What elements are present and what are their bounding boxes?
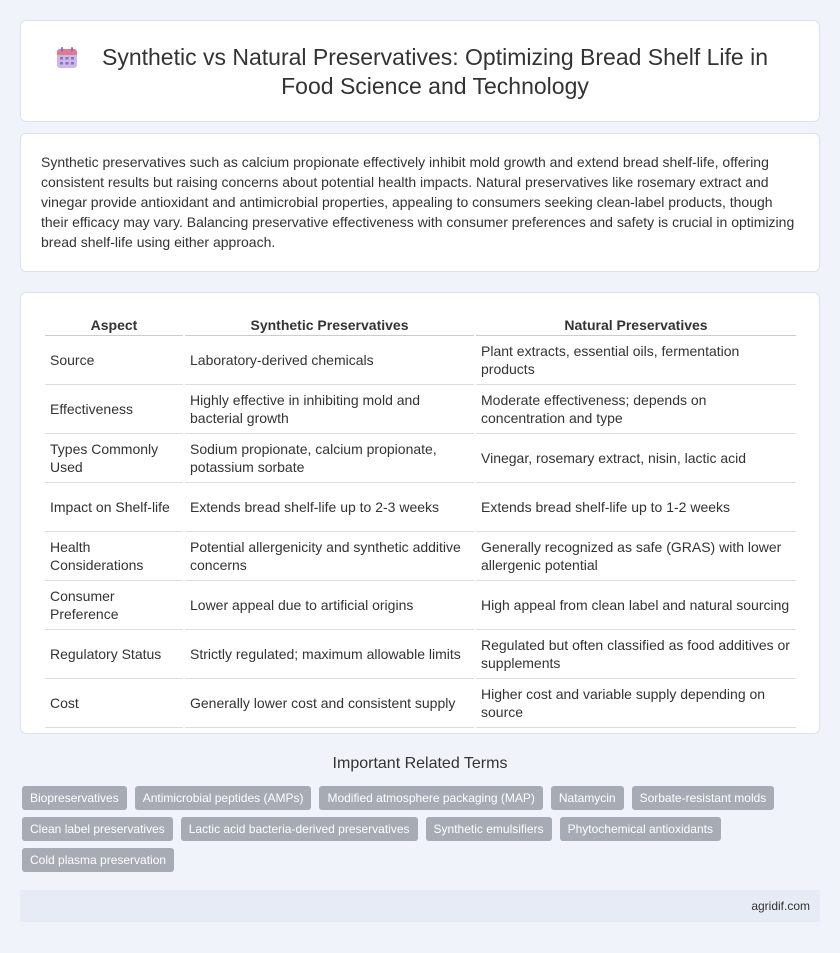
related-term-tag[interactable]: Cold plasma preservation xyxy=(22,848,174,872)
cell-aspect: Cost xyxy=(45,679,183,728)
related-term-tag[interactable]: Synthetic emulsifiers xyxy=(426,817,552,841)
related-term-tag[interactable]: Phytochemical antioxidants xyxy=(560,817,721,841)
table-row xyxy=(45,434,796,483)
cell-synthetic: Sodium propionate, calcium propionate, potassium sorbate xyxy=(185,434,474,483)
page-title: Synthetic vs Natural Preservatives: Optimizing Bread Shelf Life in Food Science and Technology xyxy=(101,44,768,99)
table-row xyxy=(45,581,796,630)
cell-aspect: Regulatory Status xyxy=(45,630,183,679)
cell-natural: Plant extracts, essential oils, fermentation products xyxy=(476,336,796,385)
cell-natural: Regulated but often classified as food additives or supplements xyxy=(476,630,796,679)
table-header-row xyxy=(45,313,796,336)
table-row xyxy=(45,385,796,434)
cell-natural: Higher cost and variable supply depending on source xyxy=(476,679,796,728)
summary-card xyxy=(20,133,820,272)
table-row xyxy=(45,483,796,532)
table-row xyxy=(45,532,796,581)
table-row xyxy=(45,630,796,679)
cell-aspect: Health Considerations xyxy=(45,532,183,581)
related-terms-title: Important Related Terms xyxy=(332,755,508,772)
header-synthetic: Synthetic Preservatives xyxy=(185,313,474,336)
cell-aspect: Impact on Shelf-life xyxy=(45,483,183,532)
related-term-tag[interactable]: Modified atmosphere packaging (MAP) xyxy=(319,786,542,810)
table-row xyxy=(45,679,796,728)
cell-aspect: Consumer Preference xyxy=(45,581,183,630)
cell-synthetic: Lower appeal due to artificial origins xyxy=(185,581,474,630)
cell-synthetic: Highly effective in inhibiting mold and bacterial growth xyxy=(185,385,474,434)
cell-synthetic: Generally lower cost and consistent supply xyxy=(185,679,474,728)
header-aspect: Aspect xyxy=(45,313,183,336)
cell-aspect: Effectiveness xyxy=(45,385,183,434)
footer xyxy=(20,890,820,922)
cell-aspect: Types Commonly Used xyxy=(45,434,183,483)
cell-synthetic: Laboratory-derived chemicals xyxy=(185,336,474,385)
related-term-tag[interactable]: Antimicrobial peptides (AMPs) xyxy=(135,786,312,810)
related-term-tag[interactable]: Sorbate-resistant molds xyxy=(632,786,775,810)
cell-natural: Vinegar, rosemary extract, nisin, lactic acid xyxy=(476,434,796,483)
cell-natural: Moderate effectiveness; depends on concentration and type xyxy=(476,385,796,434)
summary-text: Synthetic preservatives such as calcium propionate effectively inhibit mold growth and extend bread shelf-life, offering consistent results but raising concerns about potential health impacts. Natural preservatives like rosemary extract and vinegar provide antioxidant and antimicrobial properties, appealing to consumers seeking clean-label products, though their efficacy may vary. Balancing preservative effectiveness with consumer preferences and safety is crucial in optimizing bread shelf-life using either approach. xyxy=(41,154,795,250)
cell-natural: Extends bread shelf-life up to 1-2 weeks xyxy=(476,483,796,532)
comparison-table xyxy=(43,313,798,728)
comparison-table-card xyxy=(20,292,820,734)
cell-synthetic: Potential allergenicity and synthetic additive concerns xyxy=(185,532,474,581)
cell-synthetic: Extends bread shelf-life up to 2-3 weeks xyxy=(185,483,474,532)
cell-aspect: Source xyxy=(45,336,183,385)
header-natural: Natural Preservatives xyxy=(476,313,796,336)
related-term-tag[interactable]: Natamycin xyxy=(551,786,624,810)
footer-site[interactable]: agridif.com xyxy=(751,899,810,913)
related-terms-list xyxy=(22,786,812,872)
related-term-tag[interactable]: Biopreservatives xyxy=(22,786,127,810)
cell-synthetic: Strictly regulated; maximum allowable limits xyxy=(185,630,474,679)
title-card xyxy=(20,20,820,122)
related-term-tag[interactable]: Clean label preservatives xyxy=(22,817,173,841)
cell-natural: High appeal from clean label and natural sourcing xyxy=(476,581,796,630)
related-term-tag[interactable]: Lactic acid bacteria-derived preservatives xyxy=(181,817,418,841)
table-row xyxy=(45,336,796,385)
cell-natural: Generally recognized as safe (GRAS) with lower allergenic potential xyxy=(476,532,796,581)
